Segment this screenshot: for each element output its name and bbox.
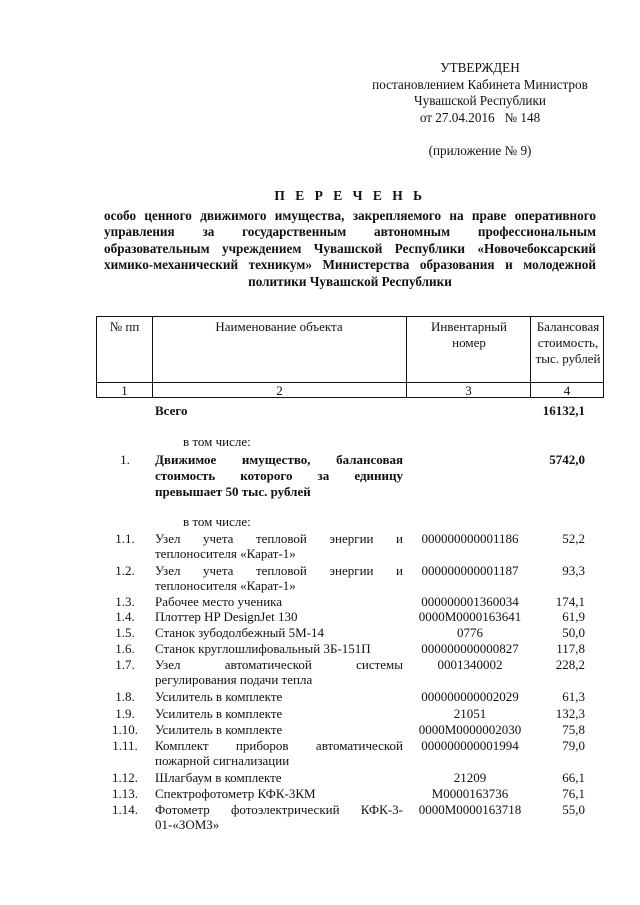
row-num: 1.8. — [115, 689, 135, 704]
appendix-label: (приложение № 9) — [428, 143, 532, 158]
row-name: Узел учета тепловой энергии и теплоносителя «Карат-1» — [155, 531, 403, 561]
section-value: 5742,0 — [549, 452, 585, 467]
row-value: 228,2 — [555, 657, 585, 672]
row-name: Узел автоматической системы регулирования подачи тепла — [155, 657, 403, 687]
row-value: 75,8 — [562, 722, 585, 737]
header-value: Балансовая стоимость, тыс. рублей — [535, 319, 601, 366]
row-num: 1.13. — [112, 786, 138, 801]
row-value: 117,8 — [556, 641, 585, 656]
row-inventory: 000000000001994 — [421, 738, 519, 753]
row-value: 79,0 — [562, 738, 585, 753]
row-value: 132,3 — [555, 706, 585, 721]
row-num: 1.7. — [115, 657, 135, 672]
row-value: 174,1 — [555, 594, 585, 609]
col-number-2: 2 — [276, 383, 283, 398]
col-number-1: 1 — [121, 383, 128, 398]
row-value: 52,2 — [562, 531, 585, 546]
row-num: 1.5. — [115, 625, 135, 640]
row-name: Усилитель в комплекте — [155, 706, 283, 721]
approval-heading: УТВЕРЖДЕН — [440, 60, 520, 75]
row-inventory: 21209 — [453, 770, 487, 785]
document-title: П Е Р Е Ч Е Н Ь — [274, 188, 426, 203]
row-inventory: 000000000001186 — [421, 531, 519, 546]
row-value: 61,3 — [562, 689, 585, 704]
row-inventory: 000000000002029 — [421, 689, 519, 704]
row-value: 93,3 — [562, 563, 585, 578]
row-num: 1.11. — [112, 738, 138, 753]
row-num: 1.6. — [115, 641, 135, 656]
section-name: Движимое имущество, балансовая стоимость которого за единицу превышает 50 тыс. рублей — [155, 452, 403, 499]
row-name: Шлагбаум в комплекте — [155, 770, 282, 785]
row-name: Станок зубодолбежный 5М-14 — [155, 625, 324, 640]
row-name: Усилитель в комплекте — [155, 722, 283, 737]
row-inventory: 0001340002 — [437, 657, 503, 672]
approval-decree: постановлением Кабинета Министров — [372, 76, 588, 92]
row-num: 1.1. — [115, 531, 135, 546]
row-name: Фотометр фотоэлектрический КФК-3-01-«ЗОМЗ» — [155, 802, 403, 832]
row-inventory: 0776 — [457, 625, 483, 640]
row-inventory: 000000000000827 — [421, 641, 519, 656]
document-subtitle: особо ценного движимого имущества, закрепляемого на праве оперативного управления за государственным автономным профессиональным образовательным учреждением Чувашской Республики «Новочебоксарский химико-механический техникум» Министерства образования и молодежной политики Чувашской Республики — [104, 208, 596, 289]
total-value: 16132,1 — [542, 403, 585, 418]
row-num: 1.12. — [112, 770, 138, 785]
including-label-2: в том числе: — [183, 514, 251, 529]
total-label: Всего — [155, 403, 188, 418]
row-inventory: 0000М0000163718 — [418, 802, 522, 817]
row-num: 1.14. — [112, 802, 138, 817]
row-inventory: 0000М0000002030 — [418, 722, 522, 737]
header-num: № пп — [109, 319, 140, 334]
row-num: 1.4. — [115, 609, 135, 624]
approval-date: от 27.04.2016 № 148 — [419, 109, 541, 125]
row-num: 1.3. — [115, 594, 135, 609]
row-name: Узел учета тепловой энергии и теплоносителя «Карат-1» — [155, 563, 403, 593]
including-label: в том числе: — [183, 434, 251, 449]
col-number-3: 3 — [465, 383, 472, 398]
table-header — [96, 316, 604, 398]
header-inventory: Инвентарный номер — [431, 319, 507, 350]
row-num: 1.2. — [115, 563, 135, 578]
header-name: Наименование объекта — [215, 319, 343, 334]
section-num: 1. — [120, 452, 130, 467]
row-name: Плоттер HP DesignJet 130 — [155, 609, 298, 624]
row-name: Усилитель в комплекте — [155, 689, 283, 704]
approval-republic: Чувашской Республики — [414, 93, 546, 108]
row-inventory: М0000163736 — [431, 786, 509, 801]
row-inventory: 21051 — [453, 706, 487, 721]
row-num: 1.9. — [115, 706, 135, 721]
row-name: Спектрофотометр КФК-3КМ — [155, 786, 316, 801]
col-number-4: 4 — [563, 383, 571, 398]
row-num: 1.10. — [112, 722, 138, 737]
row-value: 76,1 — [562, 786, 585, 801]
row-value: 50,0 — [562, 625, 585, 640]
row-value: 61,9 — [562, 609, 585, 624]
row-name: Комплект приборов автоматической пожарной сигнализации — [155, 738, 403, 768]
row-inventory: 0000М0000163641 — [418, 609, 522, 624]
row-inventory: 000000000001187 — [421, 563, 519, 578]
row-name: Рабочее место ученика — [155, 594, 283, 609]
row-name: Станок круглошлифовальный 3Б-151П — [155, 641, 371, 656]
row-value: 55,0 — [562, 802, 585, 817]
approval-stamp — [330, 60, 630, 126]
row-value: 66,1 — [562, 770, 585, 785]
row-inventory: 000000001360034 — [421, 594, 519, 609]
